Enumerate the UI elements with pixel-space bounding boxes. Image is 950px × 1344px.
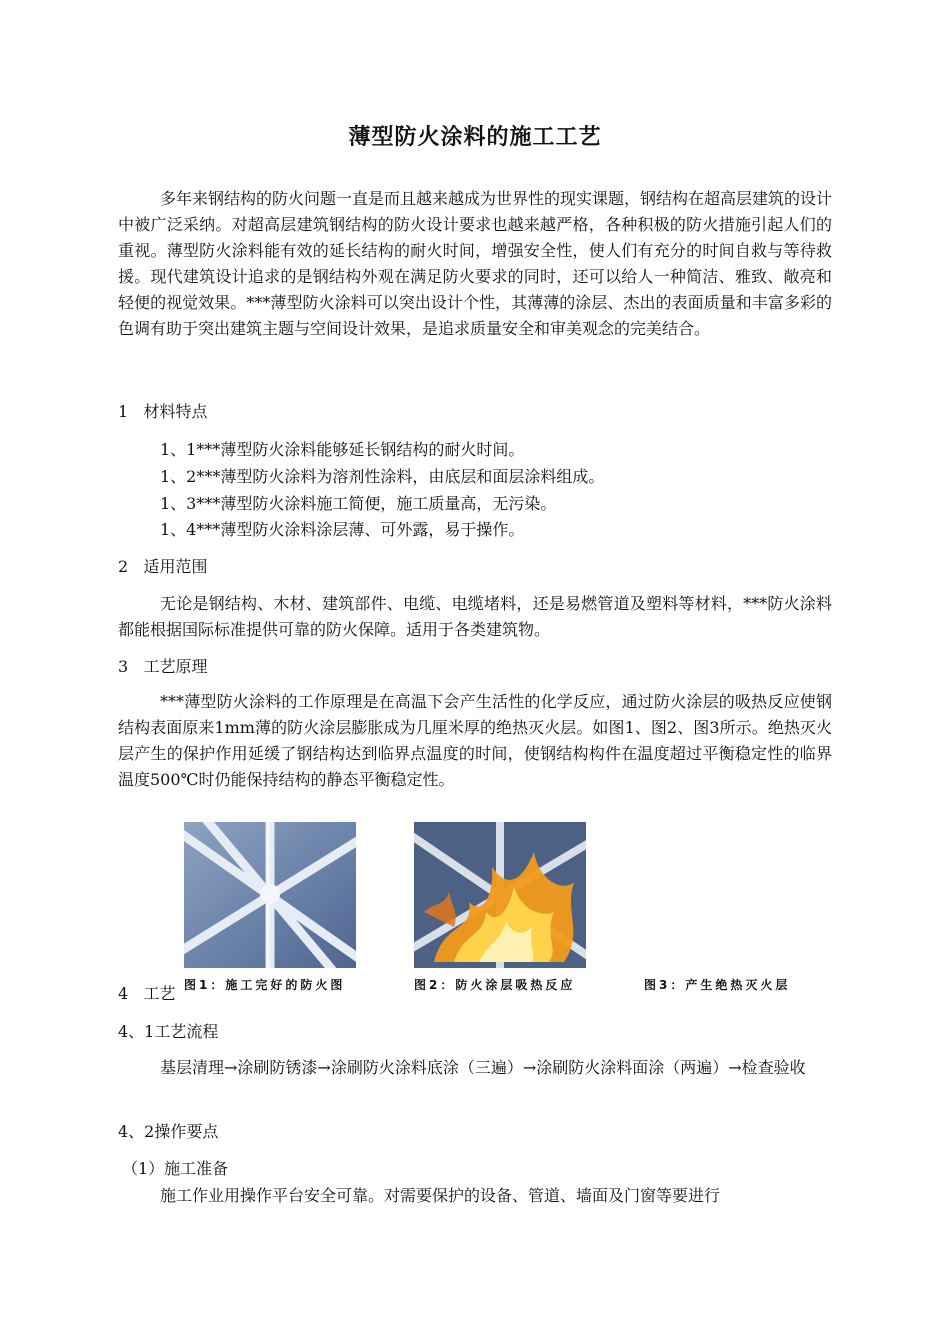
- section-1-heading: 1 材料特点: [118, 402, 208, 421]
- section-4-heading: 4 工艺: [118, 984, 176, 1003]
- list-item: 1、3***薄型防火涂料施工简便，施工质量高，无污染。: [160, 494, 557, 513]
- process-flow: 基层清理→涂刷防锈漆→涂刷防火涂料底涂（三遍）→涂刷防火涂料面涂（两遍）→检查验收: [160, 1058, 806, 1077]
- section-2-heading: 2 适用范围: [118, 557, 208, 576]
- intro-paragraph: 多年来钢结构的防火问题一直是而且越来越成为世界性的现实课题，钢结构在超高层建筑的设计中被广泛采纳。对超高层建筑钢结构的防火设计要求也越来越严格，各种积极的防火措施引起人们的重视。薄型防火涂料能有效的延长结构的耐火时间，增强安全性，使人们有充分的时间自救与等待救援。现代建筑设计追求的是钢结构外观在满足防火要求的同时，还可以给人一种简洁、雅致、敞亮和轻便的视觉效果。***薄型防火涂料可以突出设计个性，其薄薄的涂层、杰出的表面质量和丰富多彩的色调有助于突出建筑主题与空间设计效果，是追求质量安全和审美观念的完美结合。: [118, 189, 833, 338]
- subsection-4-1-heading: 4、1工艺流程: [118, 1022, 219, 1041]
- list-item: 1、1***薄型防火涂料能够延长钢结构的耐火时间。: [160, 440, 525, 459]
- preparation-heading: （1）施工准备: [122, 1159, 229, 1178]
- figure-2-image: [414, 822, 586, 968]
- document-title: 薄型防火涂料的施工工艺: [348, 124, 602, 150]
- preparation-paragraph: 施工作业用操作平台安全可靠。对需要保护的设备、管道、墙面及门窗等要进行: [160, 1186, 721, 1205]
- figure-2-caption: 图2：防火涂层吸热反应: [414, 978, 576, 992]
- section-3-heading: 3 工艺原理: [118, 657, 208, 676]
- figure-3-caption: 图3：产生绝热灭火层: [644, 978, 791, 992]
- figure-1-image: [184, 822, 356, 968]
- list-item: 1、2***薄型防火涂料为溶剂性涂料，由底层和面层涂料组成。: [160, 467, 605, 486]
- figure-1-caption: 图1：施工完好的防火图: [184, 978, 346, 992]
- subsection-4-2-heading: 4、2操作要点: [118, 1122, 219, 1141]
- section-3-paragraph: ***薄型防火涂料的工作原理是在高温下会产生活性的化学反应，通过防火涂层的吸热反应使钢结构表面原来1mm薄的防火涂层膨胀成为几厘米厚的绝热灭火层。如图1、图2、图3所示。绝热灭火层产生的保护作用延缓了钢结构达到临界点温度的时间，使钢结构构件在温度超过平衡稳定性的临界温度500℃时仍能保持结构的静态平衡稳定性。: [118, 692, 832, 789]
- section-2-paragraph: 无论是钢结构、木材、建筑部件、电缆、电缆堵料，还是易燃管道及塑料等材料，***防火涂料都能根据国际标准提供可靠的防火保障。适用于各类建筑物。: [118, 594, 832, 639]
- list-item: 1、4***薄型防火涂料涂层薄、可外露，易于操作。: [160, 520, 525, 539]
